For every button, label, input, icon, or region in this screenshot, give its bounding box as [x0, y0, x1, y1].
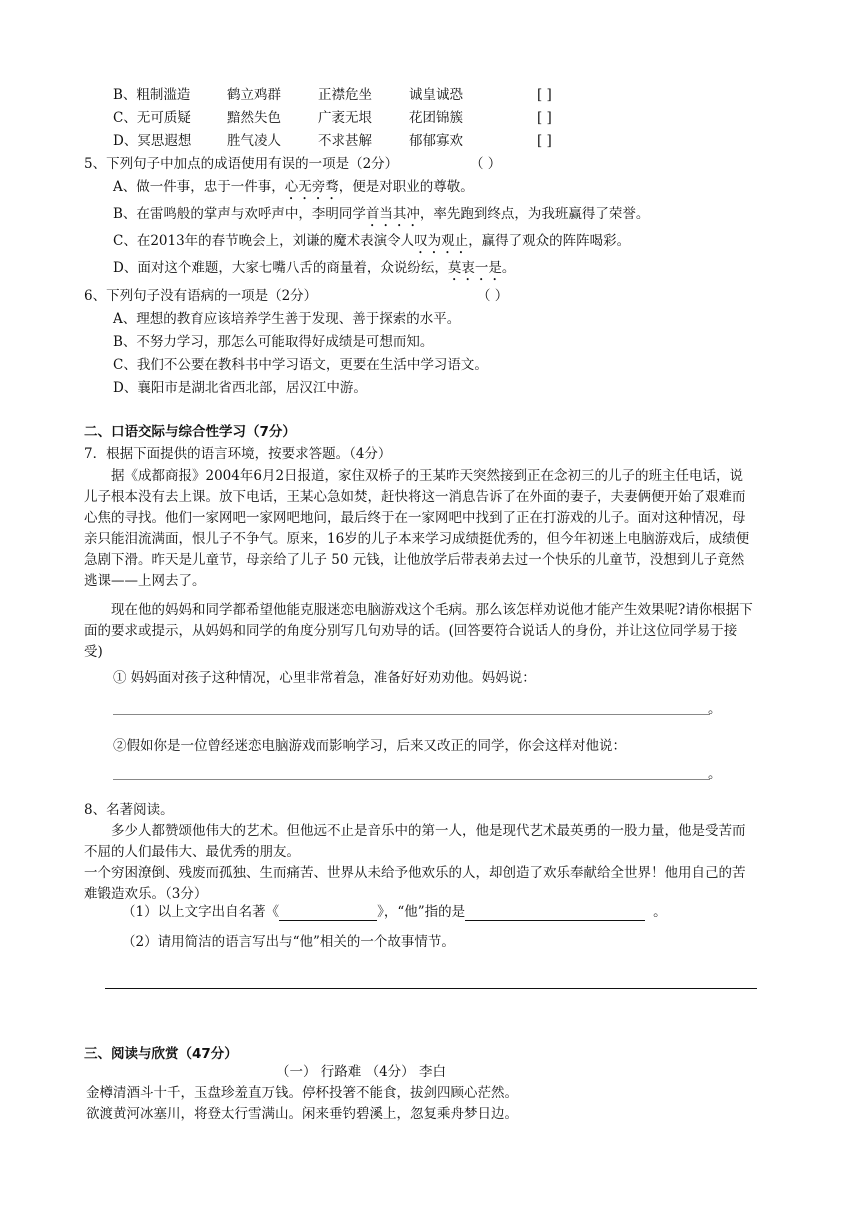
q7-sub1: ① 妈妈面对孩子这种情况，心里非常着急，准备好好劝劝他。妈妈说： [113, 670, 536, 686]
option-text: ，便是对职业的尊敬。 [338, 179, 474, 195]
option-term: 胜气凌人 [227, 133, 281, 149]
q8-passage [84, 821, 756, 863]
passage-text: 多少人都赞颂他伟大的艺术。但他远不止是音乐中的第一人，他是现代艺术最英勇的一股力量，他是受苦而不屈的人们最伟大、最优秀的朋友。 [84, 823, 746, 860]
answer-line[interactable] [113, 714, 710, 715]
q6-option-b: B、不努力学习，那怎么可能取得好成绩是可想而知。 [113, 334, 434, 350]
option-text: D、面对这个难题，大家七嘴八舌的商量着，众说纷纭， [113, 260, 448, 276]
q7-passage [84, 466, 756, 592]
q8-passage-2 [84, 863, 756, 905]
passage-text: 据《成都商报》2004年6月2日报道，家住双桥子的王某昨天突然接到正在念初三的儿子的班主任电话，说儿子根本没有去上课。放下电话，王某心急如焚，赶快将这一消息告诉了在外面的妻子，夫妻俩便开始了艰难而心焦的寻找。他们一家网吧一家网吧地问，最后终于在一家网吧中找到了正在打游戏的儿子。面对这种情况，母亲只能泪流满面，恨儿子不争气。原来，16岁的儿子本来学习成绩挺优秀的，但今年初迷上电脑游戏后，成绩便急剧下滑。昨天是儿童节，母亲给了儿子 50 元钱，让他放学后带表弟去过一个快乐的儿童节，没想到儿子竟然逃课——上网去了。 [84, 468, 750, 589]
answer-bracket: [ ] [537, 133, 552, 149]
option-text: 。 [501, 260, 516, 276]
q6-option-d: D、襄阳市是湖北省西北部，居汉江中游。 [113, 380, 367, 396]
q5-option-c [113, 232, 630, 257]
option-term: 黯然失色 [227, 110, 281, 126]
dotted-idiom: 莫衷一是 [447, 260, 502, 276]
option-text: A、做一件事，忠于一件事， [113, 179, 285, 195]
answer-bracket: [ ] [537, 87, 552, 103]
q5-stem [84, 155, 398, 173]
q6-option-c: C、我们不公要在教科书中学习语文，更要在生活中学习语文。 [113, 357, 488, 373]
q8-sub2: （2）请用简洁的语言写出与“他”相关的一个故事情节。 [122, 934, 455, 950]
q7-stem: 7．根据下面提供的语言环境，按要求答题。（4分） [84, 446, 392, 462]
option-text: ，赢得了观众的阵阵喝彩。 [468, 233, 631, 249]
period: 。 [708, 766, 722, 782]
option-term: B、粗制滥造 [113, 87, 191, 103]
option-term: D、冥思遐想 [113, 133, 192, 149]
option-term: 正襟危坐 [318, 87, 372, 103]
option-text: C、在2013年的春节晚会上，刘谦的魔术表演令人 [113, 233, 415, 249]
q5-option-b [113, 205, 649, 230]
q5-option-d [113, 259, 515, 284]
answer-line[interactable] [113, 779, 710, 780]
answer-bracket: （ ） [470, 156, 502, 172]
option-term: 鹤立鸡群 [227, 87, 281, 103]
q5-option-a [113, 178, 474, 203]
question-text: 。 [653, 904, 667, 920]
option-term: 诚皇诚恐 [409, 87, 463, 103]
q8-stem: 8、名著阅读。 [84, 802, 174, 818]
period: 。 [708, 701, 722, 717]
section-heading: 二、口语交际与综合性学习（7分） [84, 424, 296, 440]
poem-line: 欲渡黄河冰塞川，将登太行雪满山。闲来垂钓碧溪上，忽复乘舟梦日边。 [86, 1106, 518, 1122]
passage-text: 现在他的妈妈和同学都希望他能克服迷恋电脑游戏这个毛病。那么该怎样劝说他才能产生效果呢?请你根据下面的要求或提示，从妈妈和同学的角度分别写几句劝导的话。(回答要符合说话人的身份，并让这位同学易于接受) [84, 602, 753, 660]
option-text: ，率先跑到终点，为我班赢得了荣誉。 [419, 206, 650, 222]
answer-bracket: （ ） [477, 288, 509, 304]
option-term: 花团锦簇 [409, 110, 463, 126]
q6-option-a: A、理想的教育应该培养学生善于发现、善于探索的水平。 [113, 311, 461, 327]
section-heading: 三、阅读与欣赏（47分） [84, 1046, 238, 1062]
option-term: 不求甚解 [318, 133, 372, 149]
answer-line[interactable] [105, 988, 757, 989]
q7-sub2: ②假如你是一位曾经迷恋电脑游戏而影响学习，后来又改正的同学，你会这样对他说： [113, 738, 626, 754]
poem-line: 金樽清酒斗十千，玉盘珍羞直万钱。停杯投箸不能食，拔剑四顾心茫然。 [86, 1085, 518, 1101]
book-title-blank[interactable] [279, 906, 377, 921]
option-text: B、在雷鸣般的掌声与欢呼声中，李明同学 [113, 206, 366, 222]
dotted-idiom: 叹为观止 [414, 233, 469, 249]
dotted-idiom: 首当其冲 [365, 206, 420, 222]
question-text: 》，“他”指的是 [377, 904, 466, 920]
poem-title: （一） 行路难 （4分） 李白 [276, 1064, 446, 1080]
dotted-idiom: 心无旁骛 [284, 179, 339, 195]
option-term: C、无可质疑 [113, 110, 191, 126]
answer-bracket: [ ] [537, 110, 552, 126]
q6-stem: 6、下列句子没有语病的一项是（2分） [84, 288, 318, 304]
option-term: 郁郁寡欢 [409, 133, 463, 149]
q8-sub1 [122, 903, 667, 921]
q7-passage-2 [84, 600, 756, 663]
question-text: （1）以上文字出自名著《 [122, 904, 280, 920]
option-term: 广袤无垠 [318, 110, 372, 126]
person-blank[interactable] [465, 906, 645, 921]
question-text: 5、下列句子中加点的成语使用有误的一项是（2分） [84, 156, 399, 172]
passage-text: 一个穷困潦倒、残废而孤独、生而痛苦、世界从未给予他欢乐的人，却创造了欢乐奉献给全世界！他用自己的苦难锻造欢乐。（3分） [84, 865, 746, 902]
